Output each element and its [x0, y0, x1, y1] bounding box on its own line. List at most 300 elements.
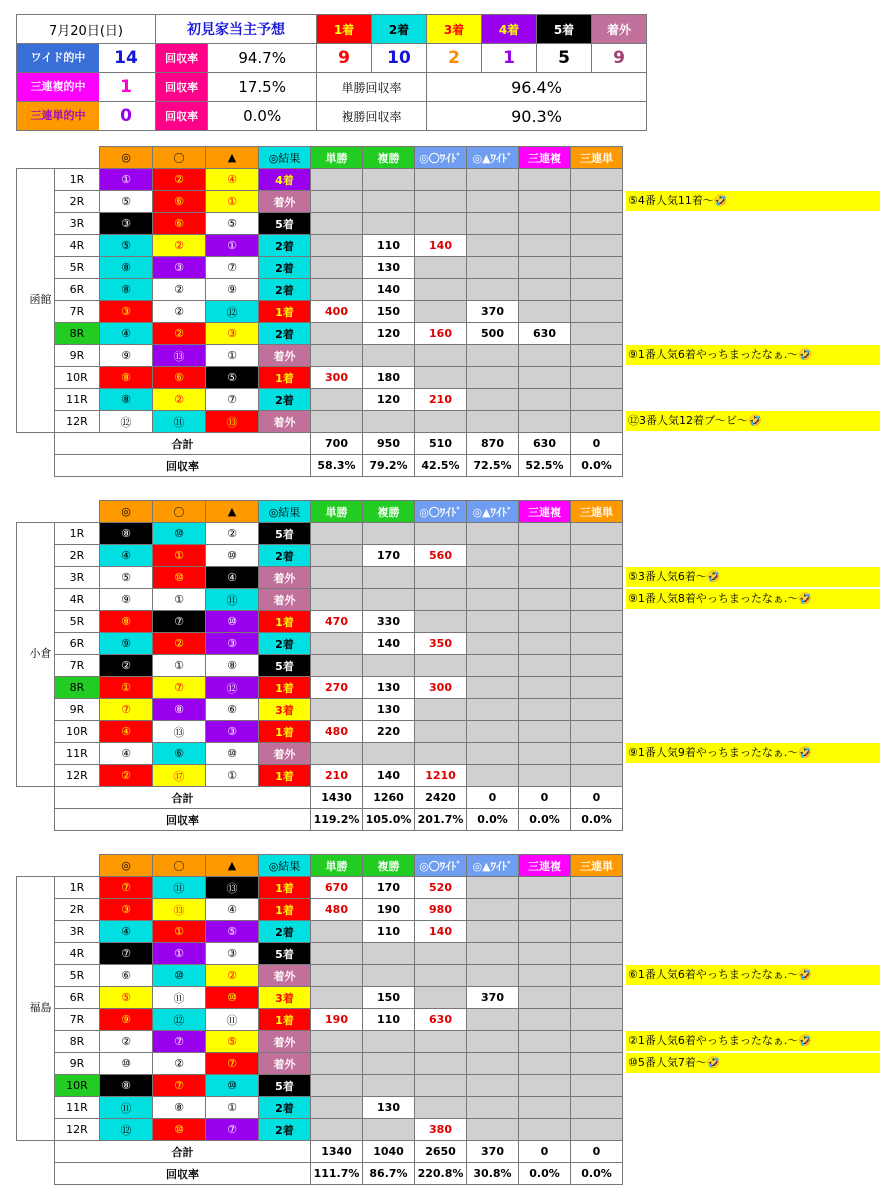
race-number: 3R — [55, 921, 100, 943]
payout-0: 270 — [311, 677, 363, 699]
payout-3 — [467, 1009, 519, 1031]
payout-3 — [467, 743, 519, 765]
payout-1 — [363, 943, 415, 965]
race-number: 4R — [55, 235, 100, 257]
pick-mark-1: ② — [153, 323, 206, 345]
race-row — [17, 1097, 623, 1119]
header-mark-1: 〇 — [153, 147, 206, 169]
payout-5 — [571, 699, 623, 721]
payout-2 — [415, 411, 467, 433]
result-badge: 5着 — [259, 1075, 311, 1097]
total-value-2: 2650 — [415, 1141, 467, 1163]
payout-4 — [519, 699, 571, 721]
race-number: 5R — [55, 611, 100, 633]
pick-mark-1: ⑥ — [153, 367, 206, 389]
result-badge: 5着 — [259, 523, 311, 545]
pick-mark-1: ⑩ — [153, 523, 206, 545]
payout-5 — [571, 213, 623, 235]
place-header-out: 着外 — [592, 15, 647, 44]
payout-0 — [311, 943, 363, 965]
race-row — [17, 567, 623, 589]
payout-0 — [311, 1053, 363, 1075]
payout-2: 980 — [415, 899, 467, 921]
race-number: 8R — [55, 677, 100, 699]
payout-0 — [311, 345, 363, 367]
rate-value-5: 0.0% — [571, 1163, 623, 1185]
payout-3 — [467, 677, 519, 699]
race-row — [17, 921, 623, 943]
pick-mark-1: ② — [153, 169, 206, 191]
payout-4: 630 — [519, 323, 571, 345]
tansho-recovery-rate: 96.4% — [427, 73, 647, 102]
header-spacer — [17, 147, 100, 169]
payout-0 — [311, 633, 363, 655]
pick-mark-2: ① — [206, 1097, 259, 1119]
header-bet-2: ◎〇ﾜｲﾄﾞ — [415, 501, 467, 523]
wide-recovery-label: 回収率 — [156, 44, 208, 73]
payout-5 — [571, 257, 623, 279]
race-number: 6R — [55, 633, 100, 655]
page-title: 初見家当主予想 — [156, 15, 317, 44]
race-row — [17, 633, 623, 655]
pick-mark-1: ⑪ — [153, 877, 206, 899]
venue-table-2 — [16, 854, 623, 1185]
pick-mark-0: ④ — [100, 545, 153, 567]
payout-4 — [519, 877, 571, 899]
pick-mark-1: ① — [153, 921, 206, 943]
payout-5 — [571, 765, 623, 787]
comment-note: ⑨1番人気9着やっちまったなぁ.〜🤣 — [626, 743, 880, 763]
payout-0 — [311, 965, 363, 987]
total-value-1: 1040 — [363, 1141, 415, 1163]
rate-value-4: 52.5% — [519, 455, 571, 477]
pick-mark-1: ⑩ — [153, 1119, 206, 1141]
payout-4 — [519, 367, 571, 389]
payout-1: 130 — [363, 257, 415, 279]
race-number: 9R — [55, 1053, 100, 1075]
payout-4 — [519, 589, 571, 611]
header-bet-3: ◎▲ﾜｲﾄﾞ — [467, 147, 519, 169]
totals-row — [17, 787, 623, 809]
race-row — [17, 1009, 623, 1031]
total-value-4: 0 — [519, 1141, 571, 1163]
payout-5 — [571, 1009, 623, 1031]
race-number: 12R — [55, 1119, 100, 1141]
pick-mark-2: ⑤ — [206, 213, 259, 235]
rate-value-1: 86.7% — [363, 1163, 415, 1185]
payout-4 — [519, 611, 571, 633]
comment-note: ⑥1番人気6着やっちまったなぁ.〜🤣 — [626, 965, 880, 985]
payout-3 — [467, 257, 519, 279]
pick-mark-1: ③ — [153, 257, 206, 279]
total-value-0: 1430 — [311, 787, 363, 809]
result-badge: 2着 — [259, 921, 311, 943]
pick-mark-1: ⑬ — [153, 721, 206, 743]
result-badge: 2着 — [259, 633, 311, 655]
race-number: 10R — [55, 1075, 100, 1097]
payout-0 — [311, 1031, 363, 1053]
payout-0 — [311, 921, 363, 943]
payout-0 — [311, 169, 363, 191]
result-badge: 1着 — [259, 899, 311, 921]
race-row — [17, 213, 623, 235]
payout-2 — [415, 191, 467, 213]
result-badge: 2着 — [259, 1119, 311, 1141]
venue-name: 小倉 — [17, 523, 55, 787]
payout-0: 470 — [311, 611, 363, 633]
place-header-5th: 5着 — [537, 15, 592, 44]
sanrenpuku-recovery-label: 回収率 — [156, 73, 208, 102]
header-bet-5: 三連単 — [571, 147, 623, 169]
payout-2 — [415, 589, 467, 611]
sanrentan-recovery-rate: 0.0% — [208, 102, 317, 131]
payout-2 — [415, 721, 467, 743]
wide-hit-label: ワイド的中 — [17, 44, 99, 72]
payout-1: 120 — [363, 389, 415, 411]
payout-2 — [415, 1031, 467, 1053]
total-value-4: 0 — [519, 787, 571, 809]
payout-1 — [363, 1075, 415, 1097]
pick-mark-0: ④ — [100, 323, 153, 345]
payout-4 — [519, 545, 571, 567]
header-bet-5: 三連単 — [571, 501, 623, 523]
payout-2: 300 — [415, 677, 467, 699]
payout-0 — [311, 235, 363, 257]
comment-note: ⑫3番人気12着ブ〜ビ〜🤣 — [626, 411, 880, 431]
count-5th: 5 — [537, 44, 592, 73]
pick-mark-0: ④ — [100, 921, 153, 943]
header-bet-4: 三連複 — [519, 501, 571, 523]
race-number: 8R — [55, 1031, 100, 1053]
payout-2: 210 — [415, 389, 467, 411]
payout-4 — [519, 987, 571, 1009]
pick-mark-1: ⑥ — [153, 213, 206, 235]
payout-1 — [363, 191, 415, 213]
payout-5 — [571, 389, 623, 411]
pick-mark-2: ⑩ — [206, 1075, 259, 1097]
pick-mark-1: ⑦ — [153, 1031, 206, 1053]
race-row — [17, 589, 623, 611]
count-4th: 1 — [482, 44, 537, 73]
pick-mark-0: ⑪ — [100, 1097, 153, 1119]
race-row — [17, 323, 623, 345]
totals-row — [17, 433, 623, 455]
result-badge: 2着 — [259, 545, 311, 567]
pick-mark-0: ① — [100, 677, 153, 699]
payout-5 — [571, 1097, 623, 1119]
payout-0: 210 — [311, 765, 363, 787]
comment-note: ⑤4番人気11着〜🤣 — [626, 191, 880, 211]
payout-0 — [311, 213, 363, 235]
race-row — [17, 301, 623, 323]
comment-note: ⑨1番人気8着やっちまったなぁ.〜🤣 — [626, 589, 880, 609]
count-3rd: 2 — [427, 44, 482, 73]
place-header-2nd: 2着 — [372, 15, 427, 44]
race-row — [17, 345, 623, 367]
pick-mark-0: ⑦ — [100, 943, 153, 965]
total-value-0: 1340 — [311, 1141, 363, 1163]
payout-2: 140 — [415, 235, 467, 257]
pick-mark-0: ⑦ — [100, 877, 153, 899]
pick-mark-0: ⑧ — [100, 279, 153, 301]
rate-value-4: 0.0% — [519, 809, 571, 831]
pick-mark-0: ⑥ — [100, 965, 153, 987]
pick-mark-0: ⑧ — [100, 523, 153, 545]
payout-2 — [415, 943, 467, 965]
rate-value-0: 119.2% — [311, 809, 363, 831]
payout-4 — [519, 1031, 571, 1053]
pick-mark-2: ⑦ — [206, 389, 259, 411]
payout-0: 400 — [311, 301, 363, 323]
pick-mark-2: ⑦ — [206, 257, 259, 279]
result-badge: 1着 — [259, 611, 311, 633]
race-row — [17, 169, 623, 191]
payout-1: 140 — [363, 765, 415, 787]
summary-table — [16, 14, 647, 131]
payout-2 — [415, 523, 467, 545]
payout-0 — [311, 257, 363, 279]
payout-5 — [571, 1053, 623, 1075]
payout-0 — [311, 743, 363, 765]
rate-value-2: 201.7% — [415, 809, 467, 831]
payout-2 — [415, 257, 467, 279]
sanrenpuku-hit-row — [17, 73, 156, 102]
payout-3 — [467, 567, 519, 589]
payout-2: 1210 — [415, 765, 467, 787]
sanrentan-hit-count: 0 — [120, 106, 132, 126]
payout-3 — [467, 921, 519, 943]
result-badge: 1着 — [259, 301, 311, 323]
header-mark-2: ▲ — [206, 501, 259, 523]
pick-mark-2: ④ — [206, 899, 259, 921]
rate-value-4: 0.0% — [519, 1163, 571, 1185]
fukusho-recovery-label: 複勝回収率 — [317, 102, 427, 131]
pick-mark-2: ⑩ — [206, 743, 259, 765]
race-row — [17, 611, 623, 633]
payout-3 — [467, 545, 519, 567]
payout-0 — [311, 191, 363, 213]
payout-2 — [415, 611, 467, 633]
pick-mark-2: ⑤ — [206, 921, 259, 943]
result-badge: 2着 — [259, 257, 311, 279]
pick-mark-0: ③ — [100, 899, 153, 921]
race-row — [17, 235, 623, 257]
result-badge: 3着 — [259, 699, 311, 721]
payout-5 — [571, 943, 623, 965]
header-mark-0: ◎ — [100, 501, 153, 523]
payout-0: 670 — [311, 877, 363, 899]
payout-3 — [467, 1075, 519, 1097]
pick-mark-0: ⑧ — [100, 1075, 153, 1097]
pick-mark-2: ④ — [206, 567, 259, 589]
total-value-0: 700 — [311, 433, 363, 455]
payout-4 — [519, 1009, 571, 1031]
payout-0 — [311, 987, 363, 1009]
race-row — [17, 191, 623, 213]
pick-mark-1: ⑦ — [153, 611, 206, 633]
race-number: 11R — [55, 743, 100, 765]
race-number: 6R — [55, 279, 100, 301]
pick-mark-2: ⑫ — [206, 301, 259, 323]
payout-1 — [363, 345, 415, 367]
payout-0 — [311, 699, 363, 721]
payout-3 — [467, 169, 519, 191]
payout-4 — [519, 389, 571, 411]
pick-mark-1: ② — [153, 389, 206, 411]
sanrenpuku-recovery-rate: 17.5% — [208, 73, 317, 102]
payout-4 — [519, 411, 571, 433]
result-badge: 1着 — [259, 877, 311, 899]
rate-value-5: 0.0% — [571, 809, 623, 831]
pick-mark-1: ⑧ — [153, 699, 206, 721]
payout-1 — [363, 589, 415, 611]
payout-5 — [571, 169, 623, 191]
payout-1: 130 — [363, 699, 415, 721]
pick-mark-2: ② — [206, 523, 259, 545]
payout-5 — [571, 367, 623, 389]
result-badge: 5着 — [259, 655, 311, 677]
payout-2 — [415, 743, 467, 765]
payout-2 — [415, 699, 467, 721]
pick-mark-2: ⑥ — [206, 699, 259, 721]
result-badge: 1着 — [259, 765, 311, 787]
pick-mark-2: ⑩ — [206, 611, 259, 633]
race-number: 11R — [55, 1097, 100, 1119]
result-badge: 着外 — [259, 965, 311, 987]
payout-2 — [415, 965, 467, 987]
header-bet-0: 単勝 — [311, 855, 363, 877]
payout-0 — [311, 389, 363, 411]
rate-value-2: 220.8% — [415, 1163, 467, 1185]
payout-3 — [467, 213, 519, 235]
payout-2 — [415, 301, 467, 323]
pick-mark-0: ⑧ — [100, 611, 153, 633]
pick-mark-0: ⑤ — [100, 191, 153, 213]
comment-note: ⑤3番人気6着〜🤣 — [626, 567, 880, 587]
pick-mark-2: ① — [206, 765, 259, 787]
payout-2: 630 — [415, 1009, 467, 1031]
payout-1: 140 — [363, 279, 415, 301]
pick-mark-2: ① — [206, 235, 259, 257]
payout-3 — [467, 633, 519, 655]
pick-mark-2: ⑤ — [206, 367, 259, 389]
payout-3 — [467, 765, 519, 787]
race-number: 12R — [55, 411, 100, 433]
total-value-3: 0 — [467, 787, 519, 809]
payout-5 — [571, 987, 623, 1009]
race-row — [17, 279, 623, 301]
payout-2: 140 — [415, 921, 467, 943]
rate-value-1: 79.2% — [363, 455, 415, 477]
pick-mark-1: ② — [153, 633, 206, 655]
wide-recovery-rate: 94.7% — [208, 44, 317, 73]
result-badge: 着外 — [259, 743, 311, 765]
pick-mark-1: ② — [153, 301, 206, 323]
payout-5 — [571, 721, 623, 743]
race-row — [17, 699, 623, 721]
payout-4 — [519, 921, 571, 943]
header-bet-1: 複勝 — [363, 855, 415, 877]
pick-mark-0: ⑨ — [100, 589, 153, 611]
payout-3 — [467, 279, 519, 301]
payout-0: 300 — [311, 367, 363, 389]
payout-2 — [415, 345, 467, 367]
payout-2: 380 — [415, 1119, 467, 1141]
payout-0 — [311, 1119, 363, 1141]
race-row — [17, 1075, 623, 1097]
total-value-3: 370 — [467, 1141, 519, 1163]
pick-mark-0: ⑫ — [100, 411, 153, 433]
rates-row — [17, 809, 623, 831]
pick-mark-1: ⑰ — [153, 765, 206, 787]
pick-mark-0: ⑫ — [100, 1119, 153, 1141]
result-badge: 5着 — [259, 213, 311, 235]
pick-mark-1: ② — [153, 279, 206, 301]
pick-mark-1: ⑥ — [153, 743, 206, 765]
pick-mark-0: ⑤ — [100, 987, 153, 1009]
place-header-1st: 1着 — [317, 15, 372, 44]
header-mark-2: ▲ — [206, 855, 259, 877]
total-value-5: 0 — [571, 433, 623, 455]
payout-5 — [571, 677, 623, 699]
payout-0 — [311, 589, 363, 611]
pick-mark-0: ⑧ — [100, 257, 153, 279]
rate-label: 回収率 — [55, 809, 311, 831]
payout-4 — [519, 257, 571, 279]
pick-mark-0: ⑧ — [100, 367, 153, 389]
payout-5 — [571, 191, 623, 213]
race-number: 1R — [55, 877, 100, 899]
header-mark-0: ◎ — [100, 855, 153, 877]
payout-1: 140 — [363, 633, 415, 655]
payout-4 — [519, 943, 571, 965]
venue-table-1 — [16, 500, 623, 831]
payout-3 — [467, 1053, 519, 1075]
race-number: 10R — [55, 367, 100, 389]
rate-label: 回収率 — [55, 455, 311, 477]
header-bet-4: 三連複 — [519, 147, 571, 169]
payout-3 — [467, 411, 519, 433]
sanrentan-hit-label: 三連単的中 — [17, 102, 99, 130]
result-badge: 着外 — [259, 345, 311, 367]
payout-3 — [467, 191, 519, 213]
pick-mark-2: ② — [206, 965, 259, 987]
payout-3 — [467, 943, 519, 965]
wide-hit-count: 14 — [114, 48, 138, 68]
pick-mark-1: ⑫ — [153, 1009, 206, 1031]
payout-3 — [467, 721, 519, 743]
result-badge: 1着 — [259, 1009, 311, 1031]
pick-mark-2: ⑬ — [206, 877, 259, 899]
race-number: 1R — [55, 169, 100, 191]
race-number: 3R — [55, 567, 100, 589]
payout-5 — [571, 523, 623, 545]
pick-mark-1: ⑧ — [153, 1097, 206, 1119]
sanrenpuku-hit-label: 三連複的中 — [17, 73, 99, 101]
pick-mark-1: ⑩ — [153, 965, 206, 987]
header-mark-0: ◎ — [100, 147, 153, 169]
race-number: 2R — [55, 545, 100, 567]
pick-mark-2: ⑩ — [206, 987, 259, 1009]
wide-hit-row — [17, 44, 156, 73]
payout-5 — [571, 1031, 623, 1053]
payout-3 — [467, 589, 519, 611]
payout-1: 180 — [363, 367, 415, 389]
payout-3 — [467, 611, 519, 633]
race-number: 9R — [55, 699, 100, 721]
race-row — [17, 677, 623, 699]
pick-mark-0: ⑨ — [100, 345, 153, 367]
